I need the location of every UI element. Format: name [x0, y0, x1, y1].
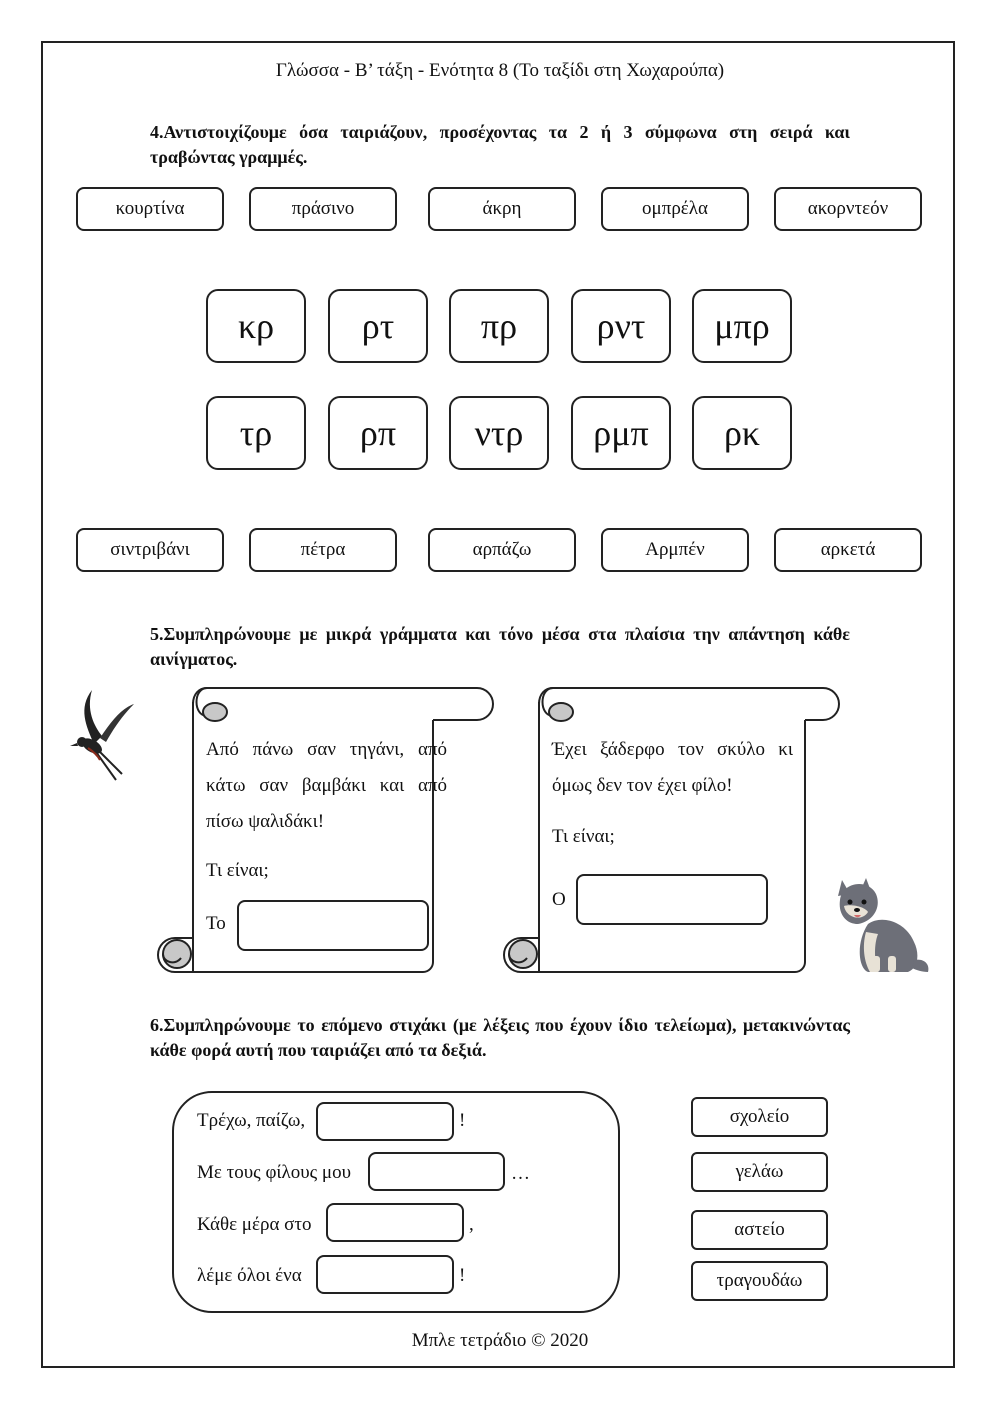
cluster-tile[interactable]: ρντ — [571, 289, 671, 363]
cluster-tile[interactable]: πρ — [449, 289, 549, 363]
word-option[interactable]: σχολείο — [691, 1097, 828, 1137]
cluster-tile[interactable]: ρμπ — [571, 396, 671, 470]
exercise-4-instruction: 4.Αντιστοιχίζουμε όσα ταιριάζουν, προσέχοντας τα 2 ή 3 σύμφωνα στη σειρά και τραβώντας γραμμές. — [150, 122, 850, 167]
top-word-box[interactable]: ομπρέλα — [601, 187, 749, 231]
poem-line-3-suffix: , — [469, 1214, 474, 1235]
page-footer: Μπλε τετράδιο © 2020 — [411, 1330, 589, 1351]
riddle-1-answer-input[interactable] — [237, 900, 429, 951]
cluster-tile[interactable]: κρ — [206, 289, 306, 363]
word-option[interactable]: αστείο — [691, 1210, 828, 1250]
page-header: Γλώσσα - Β’ τάξη - Ενότητα 8 (Το ταξίδι στη Χωχαρούπα) — [275, 60, 725, 81]
riddle-2-article: Ο — [552, 889, 566, 910]
riddle-2-text: Έχει ξάδερφο τον σκύλο κι όμως δεν τον έχει φίλο! — [552, 739, 793, 796]
riddle-1-article: Το — [206, 913, 226, 934]
cluster-tile[interactable]: ρπ — [328, 396, 428, 470]
bottom-word-box[interactable]: Αρμπέν — [601, 528, 749, 572]
poem-line-2-prefix: Με τους φίλους μου — [197, 1162, 352, 1183]
poem-line-2-suffix: … — [511, 1163, 530, 1184]
top-word-box[interactable]: κουρτίνα — [76, 187, 224, 231]
poem-line-1-prefix: Τρέχω, παίζω, — [197, 1110, 306, 1131]
poem-line-4-suffix: ! — [459, 1265, 466, 1286]
word-option[interactable]: τραγουδάω — [691, 1261, 828, 1301]
riddle-1-question: Τι είναι; — [206, 860, 269, 881]
top-word-box[interactable]: πράσινο — [249, 187, 397, 231]
cluster-tile[interactable]: ρκ — [692, 396, 792, 470]
riddle-2-question: Τι είναι; — [552, 826, 615, 847]
poem-line-3-blank[interactable] — [326, 1203, 464, 1242]
cluster-tile[interactable]: τρ — [206, 396, 306, 470]
exercise-6-instruction: 6.Συμπληρώνουμε το επόμενο στιχάκι (με λέξεις που έχουν ίδιο τελείωμα), μετακινώντας κάθε φορά αυτή που ταιριάζει από τα δεξιά. — [150, 1015, 850, 1060]
riddle-2-answer-input[interactable] — [576, 874, 768, 925]
poem-line-4-prefix: λέμε όλοι ένα — [197, 1265, 302, 1286]
poem-line-1-suffix: ! — [459, 1110, 466, 1131]
poem-line-3-prefix: Κάθε μέρα στο — [197, 1214, 312, 1235]
poem-line-2-blank[interactable] — [368, 1152, 505, 1191]
cluster-tile[interactable]: ρτ — [328, 289, 428, 363]
swallow-bird-icon — [64, 686, 138, 786]
riddle-1-text: Από πάνω σαν τηγάνι, από κάτω σαν βαμβάκι και από πίσω ψαλιδάκι! — [206, 739, 447, 832]
bottom-word-box[interactable]: πέτρα — [249, 528, 397, 572]
wolf-icon — [828, 872, 932, 976]
exercise-5-instruction: 5.Συμπληρώνουμε με μικρά γράμματα και τόνο μέσα στα πλαίσια την απάντηση κάθε αινίγματος. — [150, 624, 850, 669]
poem-line-4-blank[interactable] — [316, 1255, 454, 1294]
cluster-tile[interactable]: μπρ — [692, 289, 792, 363]
bottom-word-box[interactable]: σιντριβάνι — [76, 528, 224, 572]
top-word-box[interactable]: άκρη — [428, 187, 576, 231]
cluster-tile[interactable]: ντρ — [449, 396, 549, 470]
bottom-word-box[interactable]: αρκετά — [774, 528, 922, 572]
bottom-word-box[interactable]: αρπάζω — [428, 528, 576, 572]
poem-line-1-blank[interactable] — [316, 1102, 454, 1141]
top-word-box[interactable]: ακορντεόν — [774, 187, 922, 231]
word-option[interactable]: γελάω — [691, 1152, 828, 1192]
